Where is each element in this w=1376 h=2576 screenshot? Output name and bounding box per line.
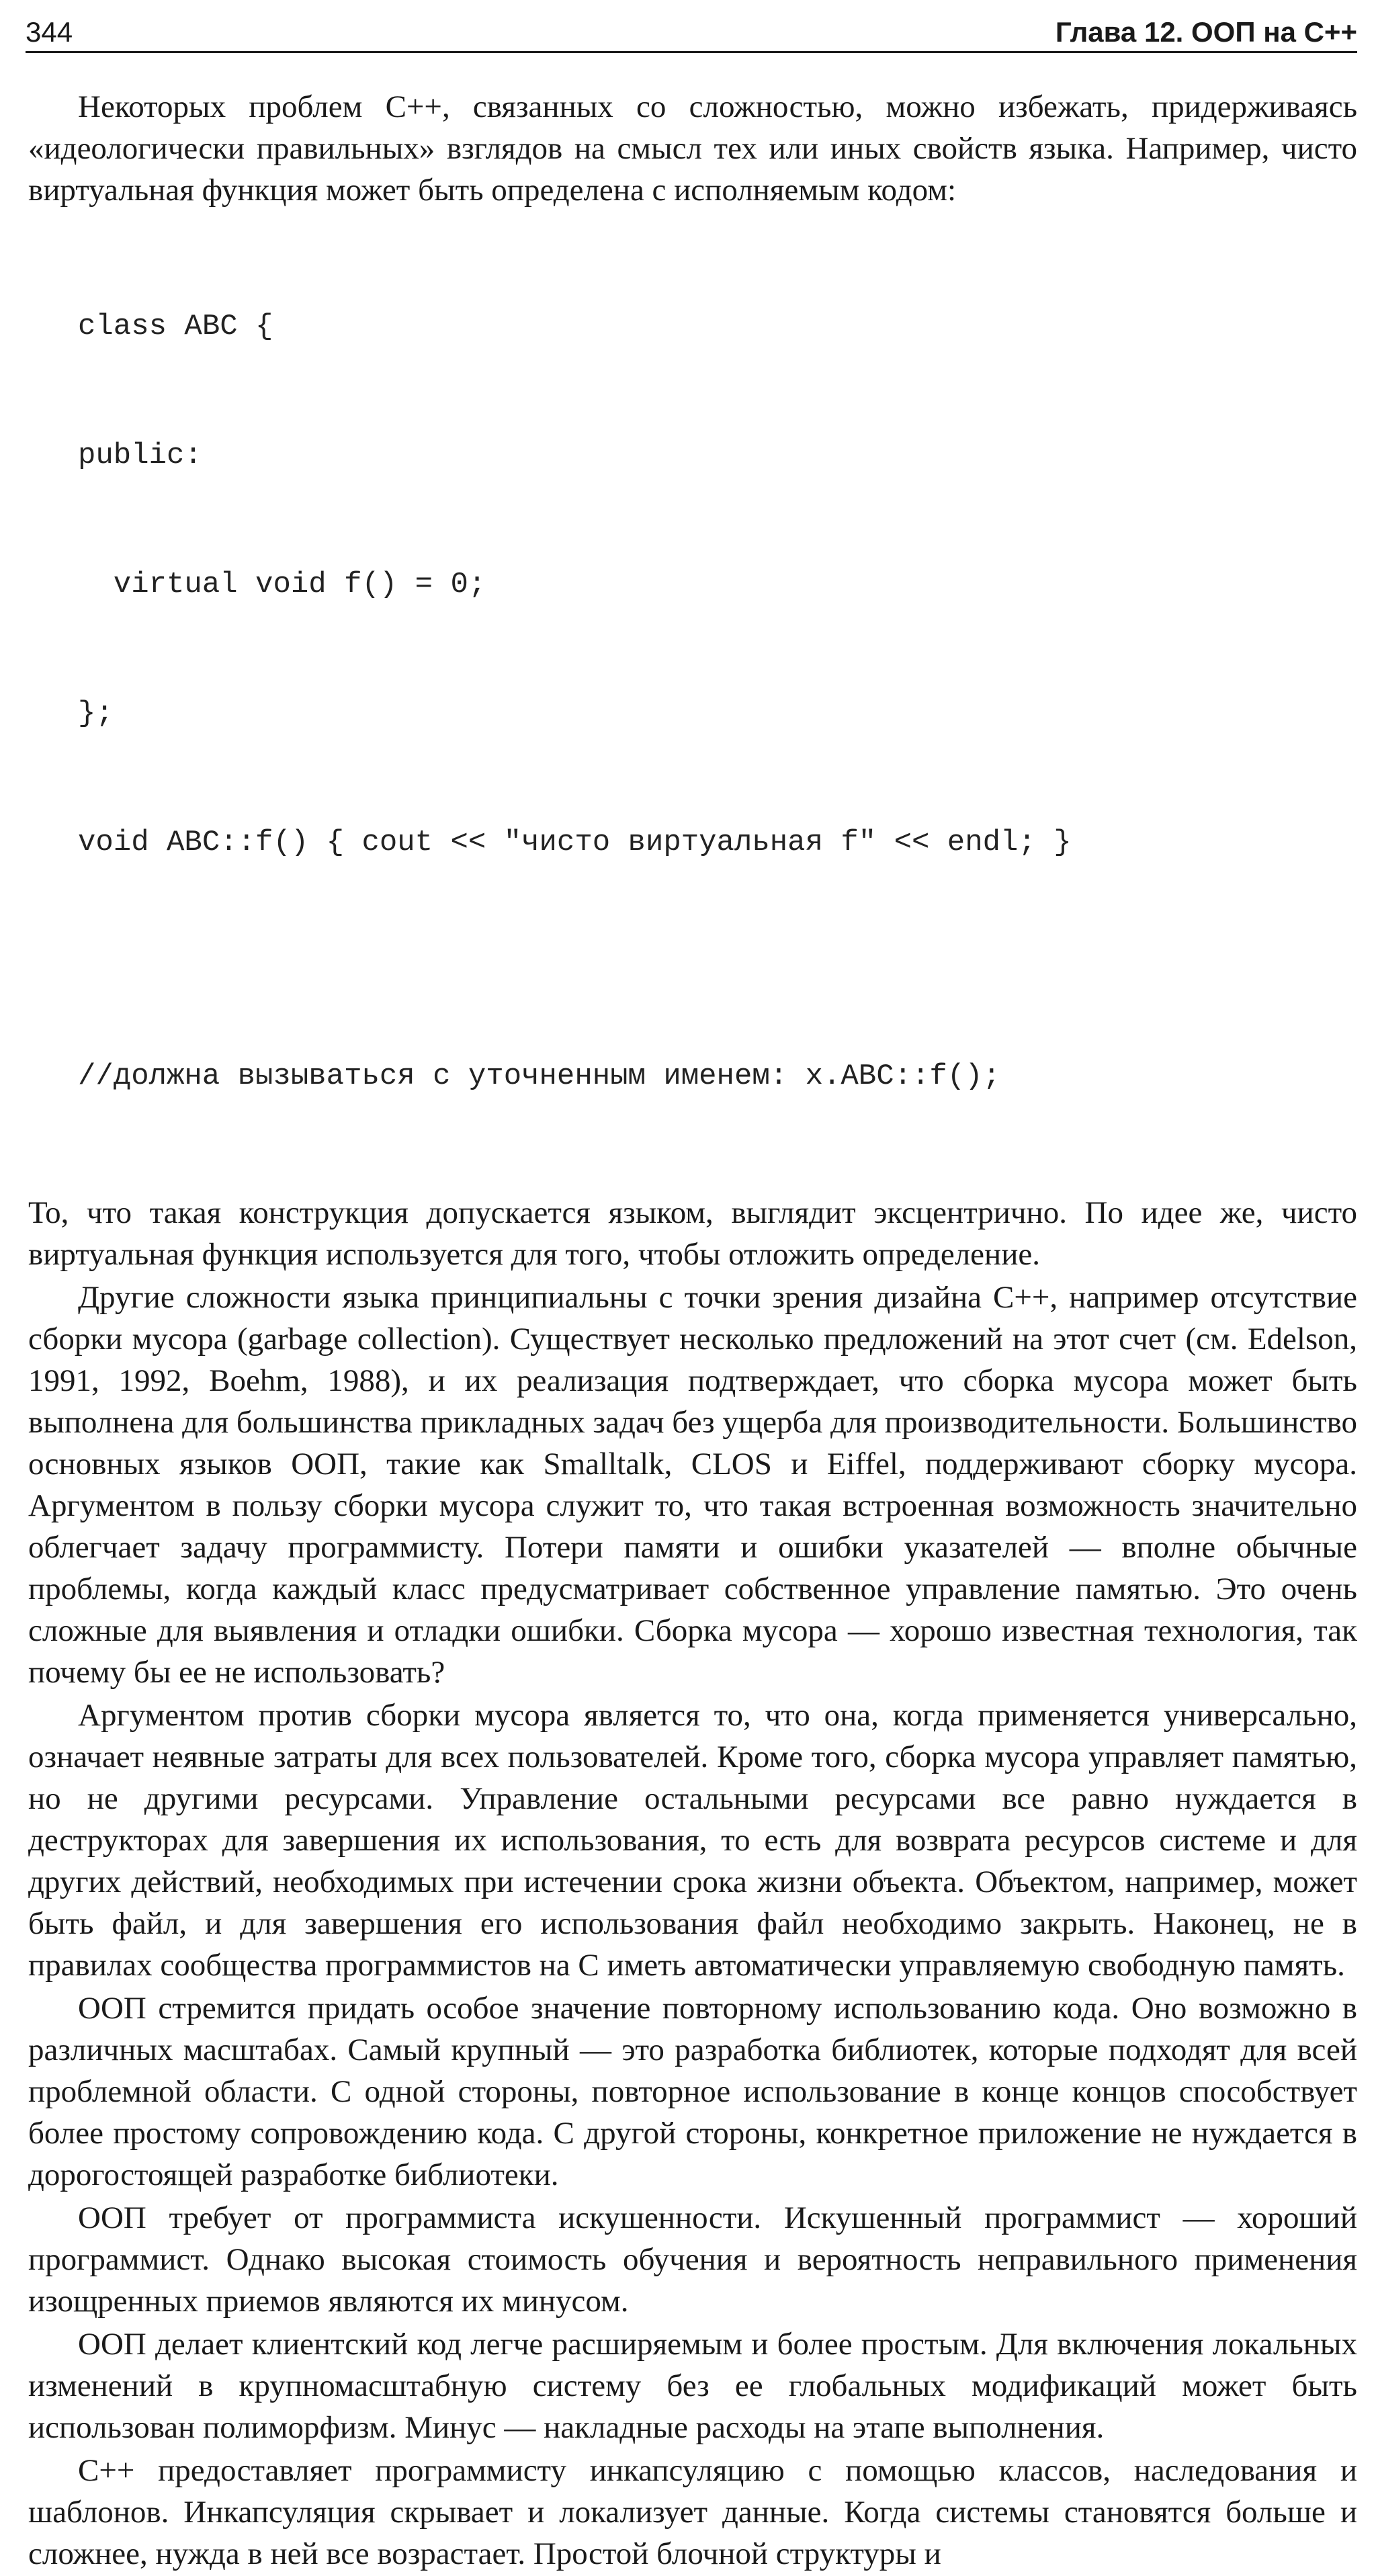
code-spacer [78, 950, 1357, 969]
paragraph: Некоторых проблем С++, связанных со сложностью, можно избежать, придерживаясь «идеологически правильных» взглядов на смысл тех или иных свойств языка. Например, чисто виртуальная функция может быть определена с исполняемым кодом: [28, 89, 1357, 208]
page-number: 344 [26, 16, 73, 48]
code-line: public: [78, 439, 202, 472]
paragraph: С++ предоставляет программисту инкапсуляцию с помощью классов, наследования и шаблонов. Инкапсуляция скрывает и локализует данные. Когда системы становятся больше и сложнее, нужда в ней все возрастает. Простой блочной структуры и [28, 2453, 1357, 2571]
code-line: void ABC::f() { cout << "чисто виртуальная f" << endl; } [78, 826, 1072, 859]
code-line: virtual void f() = 0; [78, 568, 486, 601]
running-head: Глава 12. ООП на C++ [1055, 16, 1357, 48]
page-header [26, 13, 1357, 53]
code-comment: //должна вызываться с уточненным именем: x.ABC::f(); [78, 1060, 1001, 1093]
paragraph: ООП стремится придать особое значение повторному использованию кода. Оно возможно в различных масштабах. Самый крупный — это разработка библиотек, которые подходят для всей проблемной области. С одной стороны, повторное использование в конце концов способствует более простому сопровождению кода. С другой стороны, конкретное приложение не нуждается в дорогостоящей разработке библиотеки. [28, 1991, 1357, 2192]
paragraph: Другие сложности языка принципиальны с точки зрения дизайна С++, например отсутствие сборки мусора (garbage collection). Существует несколько предложений на этот счет (см. Edelson, 1991, 1992, Boehm, 1988), и их реализация подтверждает, что сборка мусора может быть выполнена для большинства прикладных задач без ущерба для производительности. Большинство основных языков ООП, такие как Smalltalk, CLOS и Eiffel, поддерживают сборку мусора. Аргументом в пользу сборки мусора служит то, что такая встроенная возможность значительно облегчает задачу программисту. Потери памяти и ошибки указателей — вполне обычные проблемы, когда каждый класс предусматривает собственное управление памятью. Это очень сложные для выявления и отладки ошибки. Сборка мусора — хорошо известная технология, так почему бы ее не использовать? [28, 1280, 1357, 1690]
paragraph: То, что такая конструкция допускается языком, выглядит эксцентрично. По идее же, чисто виртуальная функция используется для того, чтобы отложить определение. [28, 1195, 1357, 1272]
paragraph: ООП требует от программиста искушенности. Искушенный программист — хороший программист. Однако высокая стоимость обучения и вероятность неправильного применения изощренных приемов являются их минусом. [28, 2200, 1357, 2319]
paragraph: ООП делает клиентский код легче расширяемым и более простым. Для включения локальных изменений в крупномасштабную систему без ее глобальных модификаций может быть использован полиморфизм. Минус — накладные расходы на этапе выполнения. [28, 2327, 1357, 2445]
code-line: class ABC { [78, 310, 273, 343]
paragraph: Аргументом против сборки мусора является то, что она, когда применяется универсально, означает неявные затраты для всех пользователей. Кроме того, сборка мусора управляет памятью, но не другими ресурсами. Управление остальными ресурсами все равно нуждается в деструкторах для завершения их использования, то есть для возврата ресурсов системе и для других действий, необходимых при истечении срока жизни объекта. Объектом, например, может быть файл, и для завершения его использования файл необходимо закрыть. Наконец, не в правилах сообщества программистов на С иметь автоматически управляемую свободную память. [28, 1698, 1357, 1983]
code-listing [78, 219, 1357, 1184]
code-line: }; [78, 697, 114, 730]
page-body [28, 86, 1357, 2576]
